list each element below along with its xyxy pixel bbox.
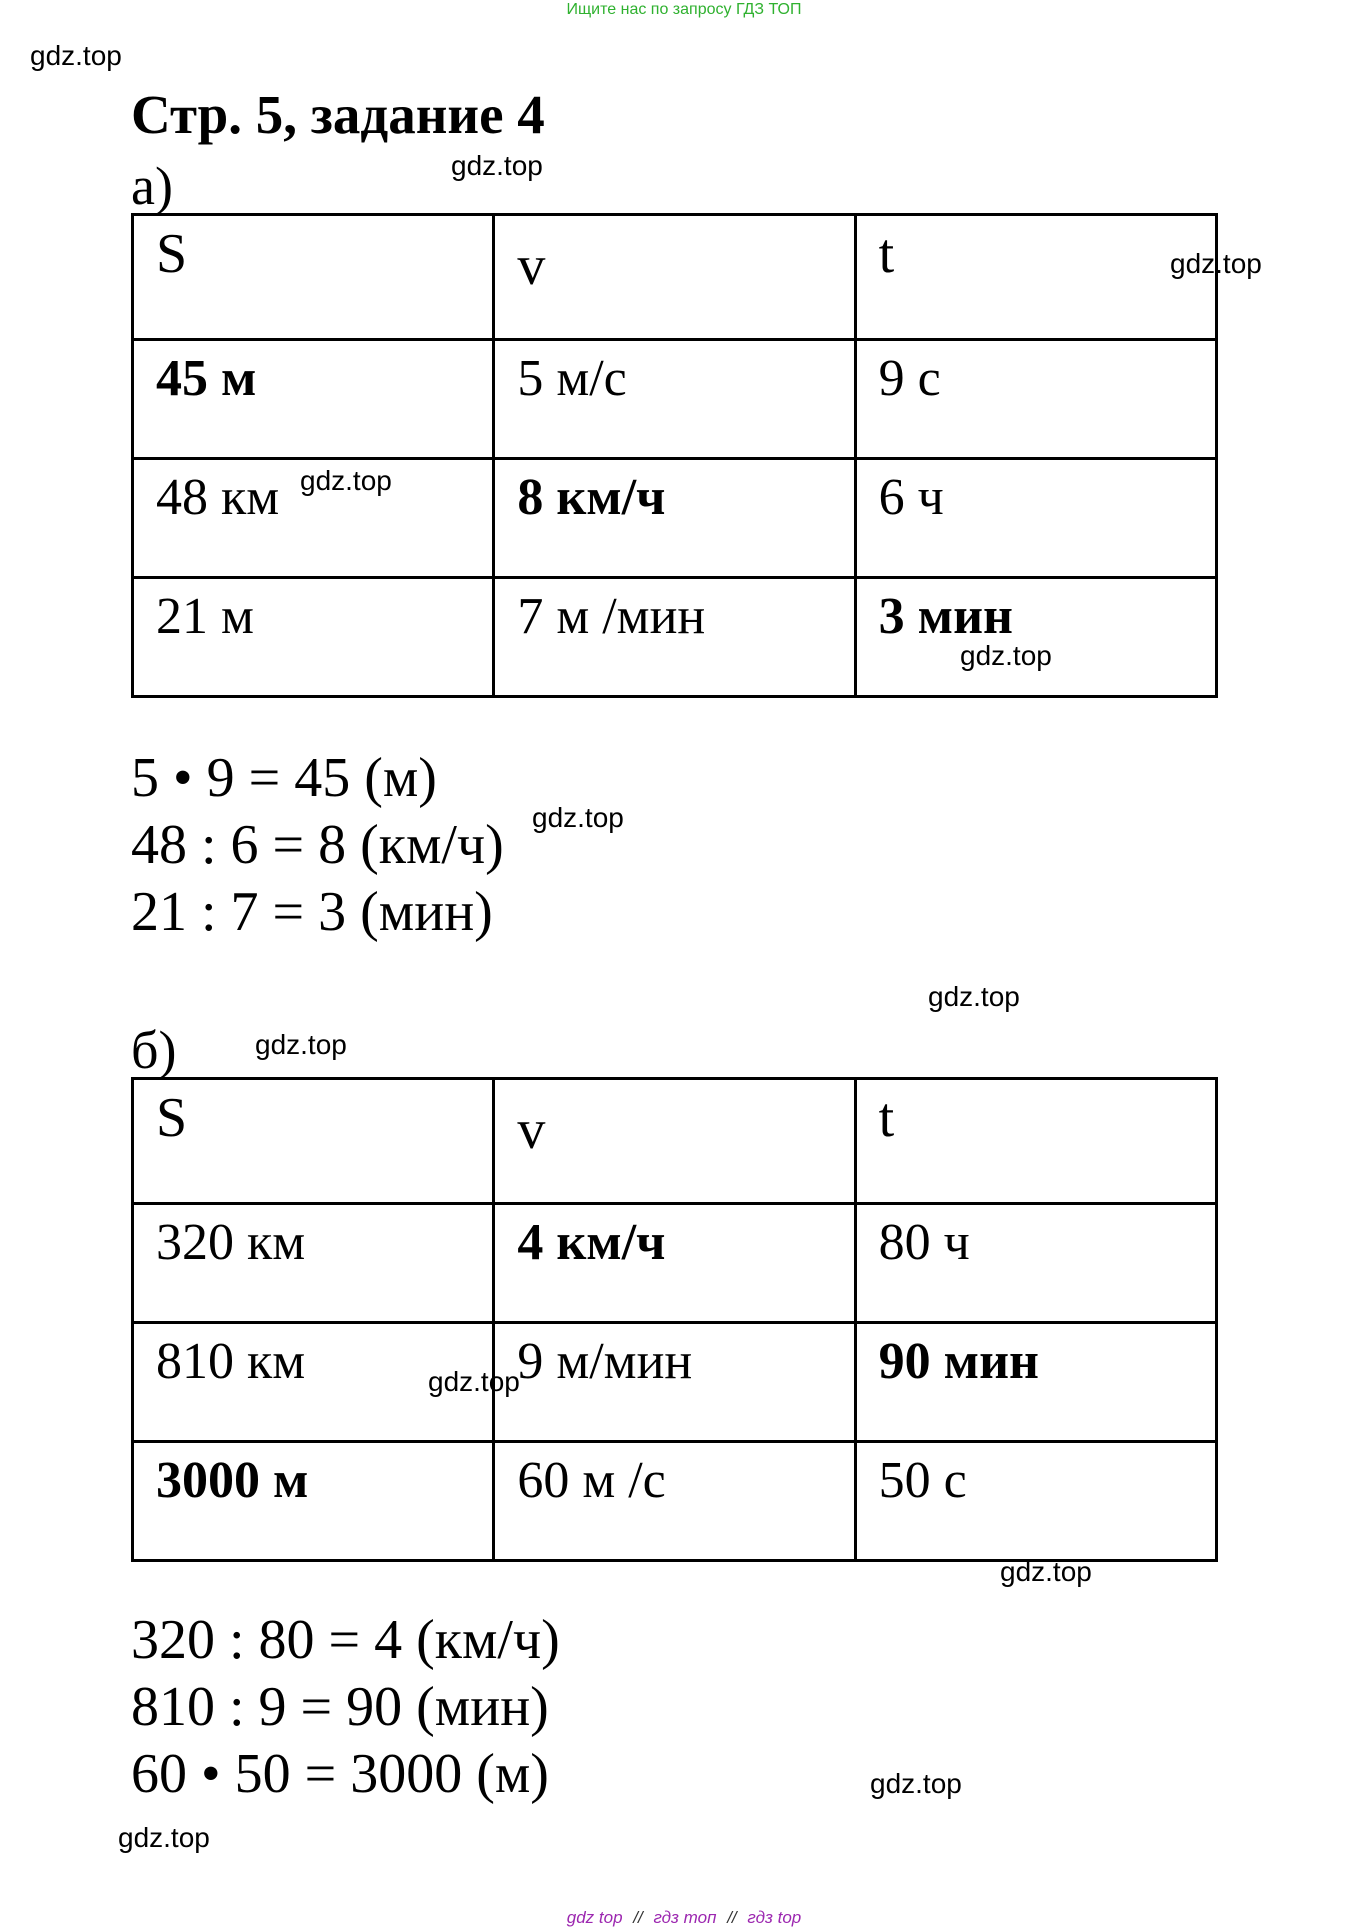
watermark: gdz.top — [255, 1029, 347, 1060]
footer-link[interactable]: гдз топ — [653, 1908, 717, 1927]
table-cell: 810 км — [133, 1323, 494, 1442]
page-title: Стр. 5, задание 4 — [131, 84, 545, 145]
table-cell: 21 м — [133, 578, 494, 697]
table-cell: 45 м — [133, 340, 494, 459]
table-cell: 9 с — [855, 340, 1216, 459]
part-a-table — [131, 213, 1218, 698]
table-cell: 48 км — [133, 459, 494, 578]
footer-link[interactable]: гдз top — [747, 1908, 802, 1927]
watermark: gdz.top — [1170, 248, 1262, 279]
search-hint: Ищите нас по запросу ГДЗ ТОП — [566, 1, 802, 18]
watermark: gdz.top — [118, 1822, 210, 1853]
table-cell: 7 м /мин — [494, 578, 855, 697]
table-cell: 320 км — [133, 1204, 494, 1323]
watermark: gdz.top — [451, 150, 543, 181]
watermark: gdz.top — [30, 40, 122, 71]
part-b-table — [131, 1077, 1218, 1562]
footer-separator: // — [633, 1908, 643, 1927]
footer-link[interactable]: gdz top — [566, 1908, 623, 1927]
table-row — [133, 459, 1217, 578]
watermark: gdz.top — [532, 802, 624, 833]
table-cell: 3 мин — [855, 578, 1216, 697]
header-cell: S — [133, 215, 494, 340]
table-row — [133, 1442, 1217, 1561]
watermark: gdz.top — [928, 981, 1020, 1012]
header-cell: v — [494, 1079, 855, 1204]
header-cell: v — [494, 215, 855, 340]
watermark: gdz.top — [870, 1768, 962, 1799]
watermark: gdz.top — [960, 640, 1052, 671]
table-cell: 80 ч — [855, 1204, 1216, 1323]
table-row — [133, 1204, 1217, 1323]
table-row — [133, 578, 1217, 697]
calculation-line: 48 : 6 = 8 (км/ч) — [131, 814, 504, 876]
table-row — [133, 1323, 1217, 1442]
table-cell: 50 с — [855, 1442, 1216, 1561]
watermark: gdz.top — [300, 465, 392, 496]
footer-separator: // — [727, 1908, 737, 1927]
calculation-line: 5 • 9 = 45 (м) — [131, 747, 437, 809]
table-row — [133, 340, 1217, 459]
table-cell: 3000 м — [133, 1442, 494, 1561]
part-a-label: а) — [131, 156, 173, 216]
calculation-line: 60 • 50 = 3000 (м) — [131, 1743, 549, 1805]
watermark: gdz.top — [428, 1366, 520, 1397]
calculation-line: 21 : 7 = 3 (мин) — [131, 881, 493, 943]
table-cell: 90 мин — [855, 1323, 1216, 1442]
table-header-row — [133, 1079, 1217, 1204]
table-cell: 60 м /с — [494, 1442, 855, 1561]
header-cell: t — [855, 1079, 1216, 1204]
table-cell: 5 м/с — [494, 340, 855, 459]
footer-links — [0, 1908, 1368, 1928]
table-cell: 4 км/ч — [494, 1204, 855, 1323]
table-header-row — [133, 215, 1217, 340]
table-cell: 6 ч — [855, 459, 1216, 578]
calculation-line: 810 : 9 = 90 (мин) — [131, 1676, 549, 1738]
part-b-label: б) — [131, 1020, 177, 1080]
watermark: gdz.top — [1000, 1556, 1092, 1587]
calculation-line: 320 : 80 = 4 (км/ч) — [131, 1609, 560, 1671]
table-cell: 8 км/ч — [494, 459, 855, 578]
header-cell: t — [855, 215, 1216, 340]
table-cell: 9 м/мин — [494, 1323, 855, 1442]
header-cell: S — [133, 1079, 494, 1204]
